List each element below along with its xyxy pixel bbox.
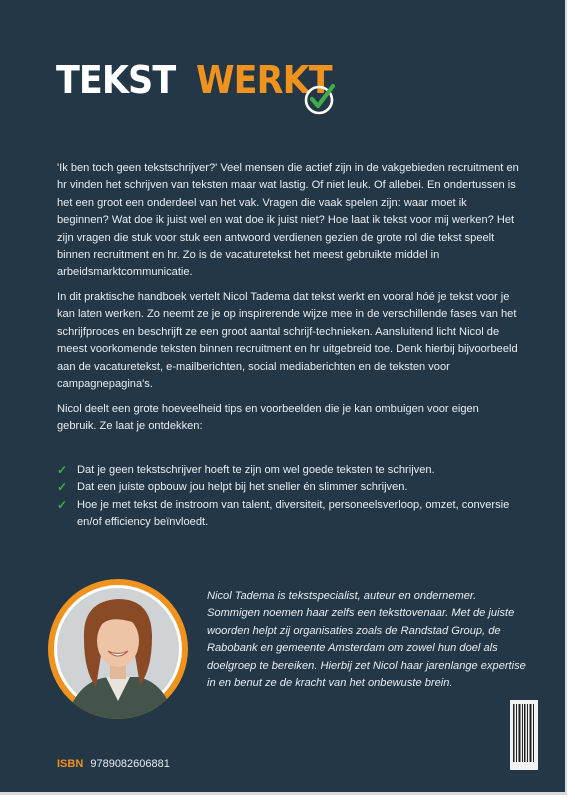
author-photo bbox=[48, 579, 188, 719]
book-title bbox=[56, 60, 343, 100]
list-item bbox=[57, 479, 527, 496]
list-item bbox=[57, 497, 527, 532]
author-bio: Nicol Tadema is tekstspecialist, auteur en ondernemer. Sommigen noemen haar zelfs een teksttovenaar. Met de juiste woorden helpt zij organisaties zoals de Randstad Group, de Rabobank en gemeente Amsterdam om zowel hun doel als doelgroep te bereiken. Hierbij zet Nicol haar jarenlange expertise in en benut ze de kracht van het onbewuste brein. bbox=[207, 590, 526, 690]
list-item-text: Hoe je met tekst de instroom van talent, diversiteit, personeelsverloop, omzet, conversie en/of efficiency beïnvloedt. bbox=[77, 498, 510, 529]
title-part-tekst: TEKST bbox=[56, 58, 176, 102]
checkmark-icon: ✓ bbox=[57, 497, 68, 512]
title-part-werkt: WERKT bbox=[195, 58, 332, 102]
isbn-number: 9789082606881 bbox=[90, 758, 170, 770]
list-item bbox=[57, 462, 527, 479]
list-item-text: Dat een juiste opbouw jou helpt bij het sneller én slimmer schrijven. bbox=[77, 481, 408, 494]
tips-paragraph: Nicol deelt een grote hoeveelheid tips en voorbeelden die je kan ombuigen voor eigen gebruik. Ze laat je ontdekken: bbox=[57, 403, 479, 433]
intro-paragraph: 'Ik ben toch geen tekstschrijver?' Veel mensen die actief zijn in de vakgebieden recruitment en hr vinden het schrijven van teksten maar wat lastig. Of niet leuk. Of allebei. En ondertussen is het een groot een onderdeel van het vak. Vragen die vaak spelen zijn: waar moet ik beginnen? Wat doe ik juist wel en wat doe ik juist niet? Hoe laat ik tekst voor mij werken? Het zijn vragen die stuk voor stuk een antwoord verdienen gezien de grote rol die tekst speelt binnen recruitment en hr. Zo is de vacaturetekst het meest gebruikte middel in arbeidsmarktcommunicatie. bbox=[57, 162, 519, 279]
check-circle-icon bbox=[302, 80, 338, 116]
checkmark-icon: ✓ bbox=[57, 463, 68, 477]
benefits-list bbox=[57, 462, 527, 532]
isbn bbox=[57, 758, 170, 770]
isbn-label: ISBN bbox=[57, 758, 84, 770]
checkmark-icon: ✓ bbox=[57, 480, 68, 495]
barcode-icon bbox=[510, 700, 538, 770]
list-item-text: Dat je geen tekstschrijver hoeft te zijn om wel goede teksten te schrijven. bbox=[77, 464, 435, 476]
handbook-paragraph: In dit praktische handboek vertelt Nicol Tadema dat tekst werkt en vooral hóé je tekst voor je kan laten werken. Zo neemt ze je op inspirerende wijze mee in de verschillende fases van het schrijfproces en beschrijft ze een groot aantal schrijf-technieken. Aansluitend licht Nicol de meest voorkomende teksten binnen recruitment en hr uitgebreid toe. Denk hierbij bijvoorbeeld aan de vacaturetekst, e-mailberichten, social mediaberichten en de teksten voor campagnepagina's. bbox=[57, 291, 518, 391]
